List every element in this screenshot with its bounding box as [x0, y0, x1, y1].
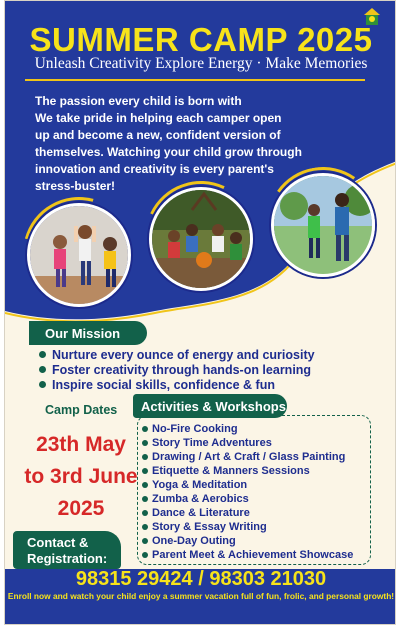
camp-dates-year: 2025	[57, 497, 105, 520]
contact-label-line: Registration:	[27, 551, 108, 566]
bullet-icon	[39, 381, 46, 388]
list-item: Zumba & Aerobics	[142, 492, 392, 506]
kids-dancing-photo	[27, 203, 131, 307]
list-item: No-Fire Cooking	[142, 422, 392, 436]
kids-running-photo	[271, 173, 375, 277]
list-item: Dance & Literature	[142, 506, 392, 520]
bullet-icon	[39, 351, 46, 358]
bullet-icon	[39, 366, 46, 373]
camp-dates-label: Camp Dates	[45, 403, 118, 417]
mission-heading-label: Our Mission	[45, 326, 121, 341]
subtitle-divider	[25, 79, 365, 81]
bullet-icon	[142, 496, 148, 502]
bullet-icon	[142, 440, 148, 446]
footer-tagline: Enroll now and watch your child enjoy a summer vacation full of fun, frolic, and personal growth!	[7, 591, 395, 601]
camp-dates-start: 23th May	[36, 433, 126, 456]
bullet-icon	[142, 552, 148, 558]
list-item: One-Day Outing	[142, 534, 392, 548]
list-item: Parent Meet & Achievement Showcase	[142, 548, 392, 562]
activities-heading-label: Activities & Workshops	[141, 399, 286, 414]
bullet-icon	[142, 538, 148, 544]
bullet-icon	[142, 524, 148, 530]
mission-heading	[29, 321, 147, 345]
page-subtitle: Unleash Creativity Explore Energy · Make Memories	[34, 55, 368, 72]
contact-label-line: Contact &	[27, 535, 89, 550]
poster	[4, 0, 396, 625]
list-item: Etiquette & Manners Sessions	[142, 464, 392, 478]
list-item: Story & Essay Writing	[142, 520, 392, 534]
list-item: Yoga & Meditation	[142, 478, 392, 492]
page-title: SUMMER CAMP 2025	[29, 21, 373, 58]
contact-heading	[13, 531, 121, 569]
mission-list	[39, 347, 379, 392]
list-item: Drawing / Art & Craft / Glass Painting	[142, 450, 392, 464]
bullet-icon	[142, 426, 148, 432]
intro-line: The passion every child is born with	[35, 94, 242, 108]
bullet-icon	[142, 468, 148, 474]
phone-numbers[interactable]: 98315 29424 / 98303 21030	[75, 568, 327, 590]
intro-line: We take pride in helping each camper open	[35, 111, 282, 125]
bullet-icon	[142, 510, 148, 516]
activities-heading	[133, 394, 287, 418]
list-item: Story Time Adventures	[142, 436, 392, 450]
bullet-icon	[142, 454, 148, 460]
list-item: Nurture every ounce of energy and curiosity	[39, 347, 379, 362]
kids-campfire-photo	[149, 187, 253, 291]
camp-dates	[21, 429, 141, 525]
activities-list	[142, 422, 392, 562]
intro-line: themselves. Watching your child grow through	[35, 145, 302, 159]
bullet-icon	[142, 482, 148, 488]
list-item: Inspire social skills, confidence & fun	[39, 377, 379, 392]
list-item: Foster creativity through hands-on learning	[39, 362, 379, 377]
camp-dates-end: to 3rd June	[24, 465, 138, 488]
intro-line: innovation and creativity is every parent's	[35, 162, 274, 176]
intro-line: up and become a new, confident version of	[35, 128, 281, 142]
intro-line: stress-buster!	[35, 179, 116, 193]
